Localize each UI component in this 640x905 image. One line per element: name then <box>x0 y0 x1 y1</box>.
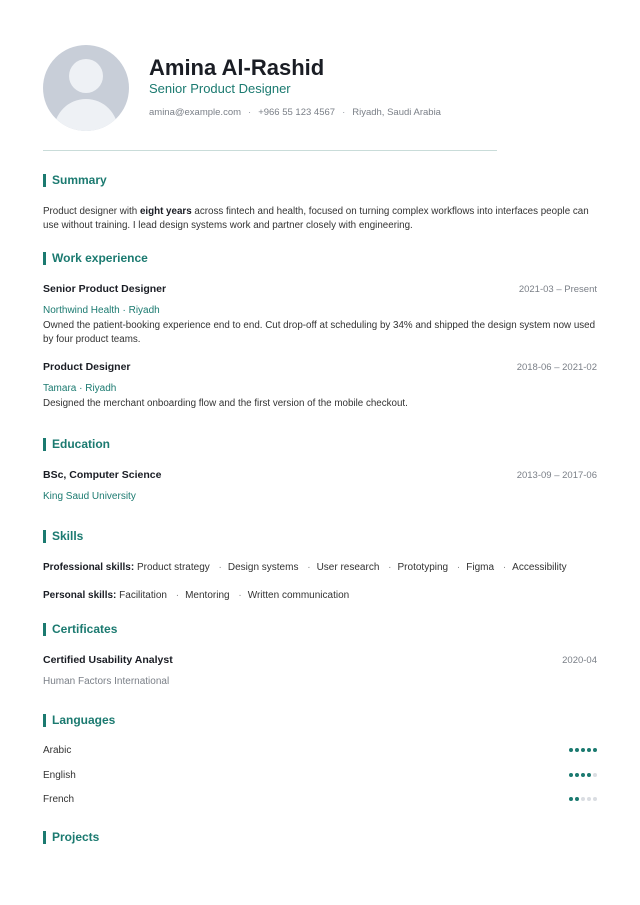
section-title-languages: Languages <box>43 713 115 727</box>
skill-separator: · <box>502 562 507 573</box>
job-company: Tamara · Riyadh <box>43 383 117 394</box>
education-school: King Saud University <box>43 491 136 502</box>
certificate-name: Certified Usability Analyst <box>43 654 173 666</box>
education-degree: BSc, Computer Science <box>43 469 162 481</box>
certificate-date: 2020-04 <box>562 655 597 666</box>
language-level-dots <box>569 748 597 752</box>
level-dot <box>575 748 579 752</box>
level-dot <box>569 773 573 777</box>
skill-separator: · <box>307 562 311 573</box>
professional-skills-line <box>43 561 567 574</box>
summary-text-start: Product designer with <box>43 206 140 217</box>
contact-location: Riyadh, Saudi Arabia <box>352 107 441 118</box>
candidate-title: Senior Product Designer <box>149 81 291 96</box>
job-description: Designed the merchant onboarding flow and the first version of the mobile checkout. <box>43 398 408 409</box>
skill-separator: · <box>238 590 242 601</box>
level-dot <box>569 797 573 801</box>
level-dot <box>587 797 591 801</box>
skill-separator: · <box>218 562 222 573</box>
level-dot <box>581 797 585 801</box>
job-description: Owned the patient-booking experience end to end. Cut drop-off at scheduling by 34% and shipped the design system now used by four product teams. <box>43 320 596 345</box>
contact-email[interactable]: amina@example.com <box>149 107 242 118</box>
section-title-projects: Projects <box>43 830 99 844</box>
level-dot <box>569 748 573 752</box>
avatar-head <box>69 59 103 93</box>
section-title-education: Education <box>43 437 110 451</box>
level-dot <box>587 773 591 777</box>
avatar <box>43 45 129 131</box>
summary-text-bold: eight years <box>139 206 192 217</box>
skill-item: Mentoring <box>185 590 230 601</box>
job-dates: 2018-06 – 2021-02 <box>516 362 597 373</box>
skill-separator: · <box>175 590 180 601</box>
section-title-summary: Summary <box>43 173 107 187</box>
level-dot <box>593 797 597 801</box>
contact-line <box>149 107 441 119</box>
job-title: Senior Product Designer <box>43 283 167 295</box>
job-company: Northwind Health · Riyadh <box>43 305 160 316</box>
summary-text <box>43 205 599 233</box>
level-dot <box>575 797 579 801</box>
language-level-dots <box>569 773 597 777</box>
section-title-certificates: Certificates <box>43 622 117 636</box>
contact-phone[interactable]: +966 55 123 4567 <box>258 107 336 118</box>
certificate-issuer: Human Factors International <box>43 676 170 687</box>
section-title-skills: Skills <box>43 529 83 543</box>
language-name: Arabic <box>43 745 72 756</box>
skill-separator: · <box>456 562 461 573</box>
summary-text-end: across fintech and health, focused on turning complex workflows into interfaces people can use without training. I lead design systems work and partner closely with engineering. <box>43 206 589 231</box>
personal-skills-line <box>43 589 349 602</box>
skill-item: Design systems <box>227 562 299 573</box>
skill-item: Prototyping <box>397 562 449 573</box>
candidate-name: Amina Al-Rashid <box>149 55 325 80</box>
header-divider <box>43 150 497 151</box>
avatar-body <box>54 99 118 131</box>
language-level-dots <box>569 797 597 801</box>
education-dates: 2013-09 – 2017-06 <box>516 470 597 481</box>
language-name: French <box>43 794 75 805</box>
level-dot <box>581 748 585 752</box>
level-dot <box>587 748 591 752</box>
level-dot <box>593 748 597 752</box>
level-dot <box>593 773 597 777</box>
section-title-work: Work experience <box>43 251 148 265</box>
job-title: Product Designer <box>43 361 131 373</box>
level-dot <box>581 773 585 777</box>
level-dot <box>575 773 579 777</box>
skill-item: Product strategy <box>136 562 210 573</box>
skill-separator: · <box>388 562 392 573</box>
personal-skills-label: Personal skills: <box>43 590 117 601</box>
contact-separator: · <box>248 107 252 118</box>
skill-item: User research <box>316 562 380 573</box>
contact-separator: · <box>342 107 346 118</box>
job-dates: 2021-03 – Present <box>518 284 597 295</box>
skill-item: Facilitation <box>119 590 167 601</box>
language-name: English <box>43 770 76 781</box>
professional-skills-label: Professional skills: <box>43 562 135 573</box>
skill-item: Figma <box>466 562 495 573</box>
skill-item: Written communication <box>247 590 350 601</box>
skill-item: Accessibility <box>512 562 567 573</box>
